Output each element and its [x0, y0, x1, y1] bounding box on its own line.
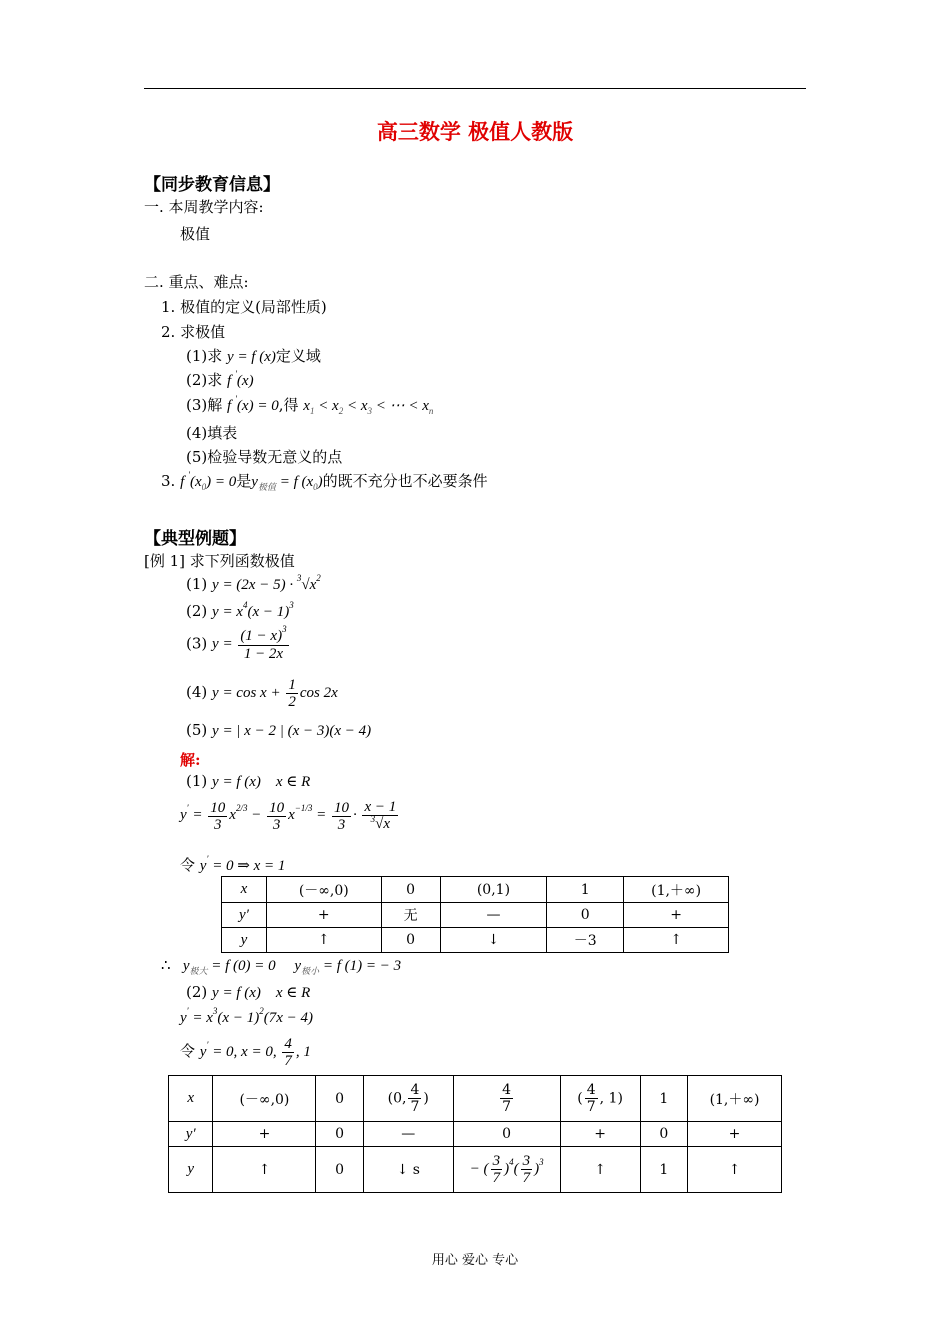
table-cell: 0 — [316, 1147, 363, 1193]
table-cell: (0, $\frac{4}{7}$ ) — [363, 1076, 453, 1122]
formula-fprime-x0: f $'(x_0) = 0$ — [180, 470, 237, 492]
formula-sol1-conclusion: $y_{极大} = f$ (0) = 0 $y_{极小} = f$ (1) = − 3 — [175, 958, 402, 976]
table-cell: 0 — [640, 1122, 687, 1147]
solution-2-derivative — [180, 1008, 313, 1027]
table-cell: 1 — [640, 1147, 687, 1193]
table-row — [169, 1076, 782, 1122]
example-heading: [例 1] 求下列函数极值 — [144, 552, 295, 570]
table-cell: 0 — [316, 1076, 363, 1122]
formula-sol1-critical: y′ = 0 ⇒ x = 1 — [199, 854, 286, 874]
formula-sol2-domain: y = f (x) x ∈ R — [212, 985, 311, 1001]
table-cell: －3 — [547, 928, 624, 953]
table-cell: ( $\frac{4}{7}$ , 1) — [560, 1076, 640, 1122]
table-cell: 1 — [547, 877, 624, 903]
step-2: (2)求 f ′(x) — [186, 369, 254, 389]
problem-3: (3) y = $\frac{(1 - x)^3}{1 - 2x}$ — [186, 628, 291, 662]
table-cell: + — [688, 1122, 782, 1147]
table-cell: + — [624, 903, 729, 928]
page-footer: 用心 爱心 专心 — [431, 1253, 519, 1268]
table-cell: ↑ — [213, 1147, 316, 1193]
table-cell: (1,＋∞) — [688, 1076, 782, 1122]
content-topic: 极值 — [180, 225, 211, 243]
table-row — [169, 1122, 782, 1147]
table-cell: + — [213, 1122, 316, 1147]
formula-fprime: f ′(x) — [227, 369, 254, 389]
table-cell: ↑ — [266, 928, 381, 953]
table-cell: ↑ — [688, 1147, 782, 1193]
step-1: (1)求 y = f (x)定义域 — [186, 347, 321, 365]
key-point-2: 2. 求极值 — [161, 323, 226, 341]
table-cell: y′ — [169, 1122, 213, 1147]
formula-ordering: $x_1 < x_2 < x_3$ < ⋯ < $x_n$ — [303, 398, 434, 416]
table-cell: (0,1) — [440, 877, 547, 903]
table-cell: 0 — [316, 1122, 363, 1147]
formula-problem-2: $y = x^4(x - 1)^3$ — [212, 600, 294, 620]
table-cell: 1 — [640, 1076, 687, 1122]
formula-problem-5: y = | x − 2 | (x − 3)(x − 4) — [212, 723, 372, 739]
solution-1-domain: (1) y = f (x) x ∈ R — [186, 772, 311, 790]
step-5: (5)检验导数无意义的点 — [186, 448, 343, 466]
solution-label: 解: — [180, 751, 201, 769]
formula-sol2-derivative: $y' = x^3(x - 1)^2(7x - 4)$ — [180, 1006, 313, 1026]
table-cell: 0 — [453, 1122, 560, 1147]
formula-problem-4: y = cos x + $\frac{1}{2}$ cos 2x — [212, 677, 338, 710]
solution-2-critical: 令 y′ = 0, x = 0, $\frac{4}{7}$ , 1 — [180, 1036, 311, 1069]
key-point-1: 1. 极值的定义(局部性质) — [161, 298, 327, 316]
table-cell: x — [169, 1076, 213, 1122]
table-cell: ↓ s — [363, 1147, 453, 1193]
table-row — [169, 1147, 782, 1193]
formula-sol2-critical: y′ = 0, x = 0, $\frac{4}{7}$ , 1 — [199, 1036, 311, 1069]
table-cell: 0 — [547, 903, 624, 928]
formula-y-extreme: $y_{极值} = f$ $(x_0)$ — [251, 474, 323, 492]
problem-2: (2) $y = x^4(x - 1)^3$ — [186, 600, 294, 620]
table-cell: ↑ — [624, 928, 729, 953]
content-heading: 一. 本周教学内容: — [144, 198, 264, 216]
formula-sol1-derivative: y′ = $\frac{10}{3}$ $x^{2/3}$ − $\frac{10}{3}$ $x^{-1/3}$ = $\frac{10}{3}$ · $\frac{x - 1}{^3√x}$ — [180, 799, 397, 833]
solution-1-conclusion: ∴ $y_{极大} = f$ (0) = 0 $y_{极小} = f$ (1) = − 3 — [161, 956, 402, 976]
step-3: (3)解 f ′(x) = 0,得 $x_1 < x_2 < x_3$ < ⋯ < $x_n$ — [186, 394, 434, 416]
table-cell: 0 — [381, 928, 440, 953]
formula-problem-1: $y = (2x - 5) \cdot ^3√x^2$ — [212, 573, 321, 593]
table-cell: $\frac{4}{7}$ — [453, 1076, 560, 1122]
value-table-2 — [168, 1075, 782, 1193]
key-point-3: 3. f $'(x_0) = 0$是$y_{极值} = f$ $(x_0)$的既不充分也不必要条件 — [161, 470, 488, 492]
formula-fprime-zero: f ′(x) = 0 — [227, 394, 279, 414]
step-4: (4)填表 — [186, 424, 238, 442]
table-cell: y — [169, 1147, 213, 1193]
table-row — [222, 877, 729, 903]
table-cell: + — [560, 1122, 640, 1147]
solution-1-derivative — [180, 799, 400, 833]
section-examples: 【典型例题】 — [144, 529, 246, 549]
table-cell: (－∞,0) — [266, 877, 381, 903]
table-cell: (－∞,0) — [213, 1076, 316, 1122]
table-cell: y — [222, 928, 267, 953]
table-cell: — — [363, 1122, 453, 1147]
table-cell: + — [266, 903, 381, 928]
formula-sol1-domain: y = f (x) x ∈ R — [212, 774, 311, 790]
problem-1: (1) $y = (2x - 5) \cdot ^3√x^2$ — [186, 573, 321, 593]
table-cell: ↑ — [560, 1147, 640, 1193]
formula-y-fx: y = f (x) — [227, 349, 276, 365]
table-row — [222, 903, 729, 928]
formula-problem-3: y = $\frac{(1 - x)^3}{1 - 2x}$ — [212, 624, 287, 662]
table-row — [222, 928, 729, 953]
table-cell: ↓ — [440, 928, 547, 953]
section-sync-info: 【同步教育信息】 — [144, 175, 280, 195]
top-rule — [144, 88, 806, 89]
solution-2-domain: (2) y = f (x) x ∈ R — [186, 983, 311, 1001]
table-cell: x — [222, 877, 267, 903]
table-cell: — — [440, 903, 547, 928]
problem-5: (5) y = | x − 2 | (x − 3)(x − 4) — [186, 721, 372, 739]
table-cell: − ( $\frac{3}{7}$ )$^4$( $\frac{3}{7}$ )$^3$ — [453, 1147, 560, 1193]
table-cell: y′ — [222, 903, 267, 928]
table-cell: (1,＋∞) — [624, 877, 729, 903]
table-cell: 无 — [381, 903, 440, 928]
value-table-1 — [221, 876, 729, 953]
key-heading: 二. 重点、难点: — [144, 273, 249, 291]
problem-4: (4) y = cos x + $\frac{1}{2}$ cos 2x — [186, 677, 338, 710]
solution-1-critical: 令 y′ = 0 ⇒ x = 1 — [180, 854, 286, 874]
page-title: 高三数学 极值人教版 — [376, 120, 574, 144]
table-cell: 0 — [381, 877, 440, 903]
